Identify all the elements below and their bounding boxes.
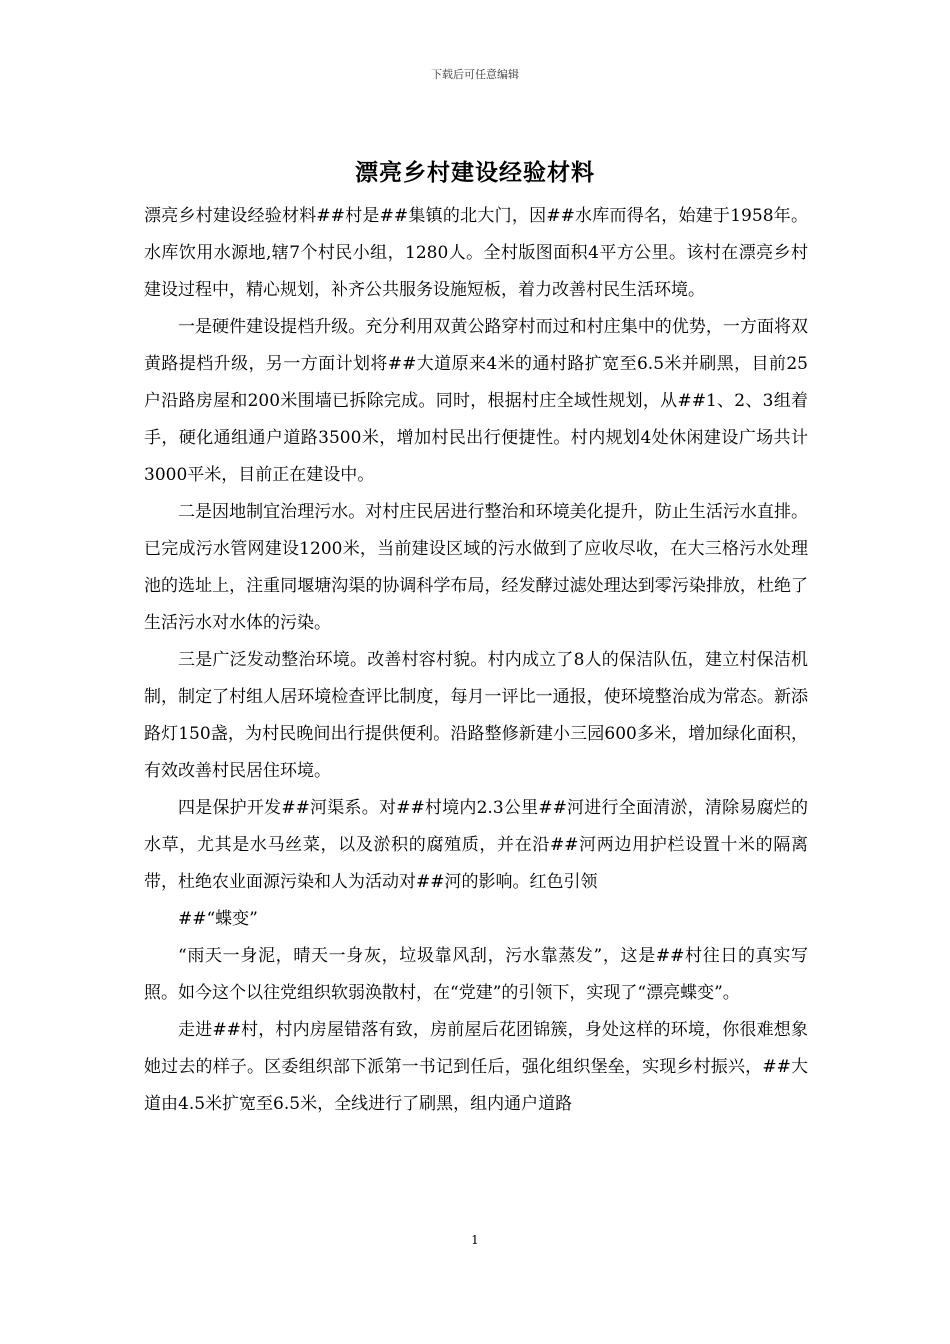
document-body <box>144 198 808 1123</box>
document-title: 漂亮乡村建设经验材料 <box>355 159 595 186</box>
paragraph-quote: “雨天一身泥，晴天一身灰，垃圾靠风刮，污水靠蒸发”，这是##村往日的真实写照。如今这个以往党组织软弱涣散村，在“党建”的引领下，实现了“漂亮蝶变”。 <box>144 946 808 1003</box>
paragraph-intro: 漂亮乡村建设经验材料##村是##集镇的北大门，因##水库而得名，始建于1958年。水库饮用水源地,辖7个村民小组，1280人。全村版图面积4平方公里。该村在漂亮乡村建设过程中，精心规划，补齐公共服务设施短板，着力改善村民生活环境。 <box>144 206 808 300</box>
paragraph-walk-in: 走进##村，村内房屋错落有致，房前屋后花团锦簇，身处这样的环境，你很难想象她过去的样子。区委组织部下派第一书记到任后，强化组织堡垒，实现乡村振兴，##大道由4.5米扩宽至6.5米，全线进行了刷黑，组内通户道路 <box>144 1020 808 1114</box>
paragraph-river: 四是保护开发##河渠系。对##村境内2.3公里##河进行全面清淤，清除易腐烂的水草，尤其是水马丝菜，以及淤积的腐殖质，并在沿##河两边用护栏设置十米的隔离带，杜绝农业面源污染和人为活动对##河的影响。红色引领 <box>144 798 808 892</box>
paragraph-subheading: ##“蝶变” <box>178 909 258 929</box>
paragraph-sewage: 二是因地制宜治理污水。对村庄民居进行整治和环境美化提升，防止生活污水直排。已完成污水管网建设1200米，当前建设区域的污水做到了应收尽收，在大三格污水处理池的选址上，注重同堰塘沟渠的协调科学布局，经发酵过滤处理达到零污染排放，杜绝了生活污水对水体的污染。 <box>144 502 808 633</box>
paragraph-hardware: 一是硬件建设提档升级。充分利用双黄公路穿村而过和村庄集中的优势，一方面将双黄路提档升级，另一方面计划将##大道原来4米的通村路扩宽至6.5米并刷黑，目前25户沿路房屋和200米围墙已拆除完成。同时，根据村庄全域性规划，从##1、2、3组着手，硬化通组通户道路3500米，增加村民出行便捷性。村内规划4处休闲建设广场共计3000平米，目前正在建设中。 <box>144 317 808 485</box>
paragraph-environment: 三是广泛发动整治环境。改善村容村貌。村内成立了8人的保洁队伍，建立村保洁机制，制定了村组人居环境检查评比制度，每月一评比一通报，使环境整治成为常态。新添路灯150盏，为村民晚间出行提供便利。沿路整修新建小三园600多米，增加绿化面积，有效改善村民居住环境。 <box>144 650 808 781</box>
page-header: 下载后可任意编辑 <box>431 68 519 81</box>
page-number: 1 <box>471 1233 479 1247</box>
